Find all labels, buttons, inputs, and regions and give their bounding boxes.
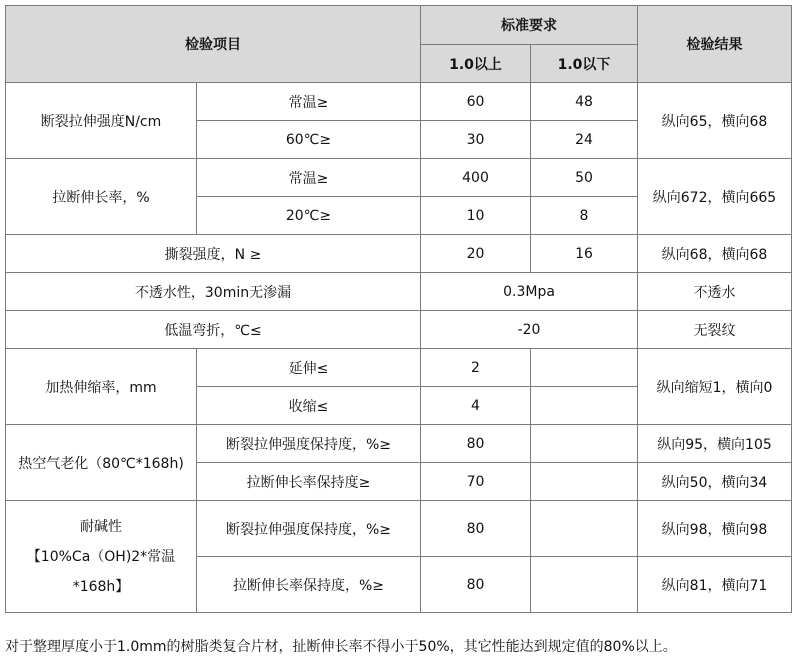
cell-value: 60	[421, 83, 531, 121]
cell-result: 纵向95，横向105	[638, 425, 792, 463]
row-condition: 断裂拉伸强度保持度，%≥	[197, 425, 421, 463]
cell-value: 4	[421, 387, 531, 425]
row-condition: 延伸≤	[197, 349, 421, 387]
row-label-line: 耐碱性	[80, 518, 122, 535]
cell-empty	[531, 501, 638, 557]
row-label: 断裂拉伸强度N/cm	[6, 83, 197, 159]
row-condition: 常温≥	[197, 159, 421, 197]
spec-table	[5, 5, 792, 613]
row-label: 低温弯折，℃≤	[6, 311, 421, 349]
footnote: 对于整理厚度小于1.0mm的树脂类复合片材，扯断伸长率不得小于50%，其它性能达到规定值的80%以上。	[5, 639, 677, 655]
cell-value: 400	[421, 159, 531, 197]
cell-value: 2	[421, 349, 531, 387]
cell-result: 纵向65，横向68	[638, 83, 792, 159]
row-label	[6, 501, 197, 613]
table-row	[6, 83, 792, 121]
cell-value: 8	[531, 197, 638, 235]
row-label: 撕裂强度，N ≥	[6, 235, 421, 273]
row-label-line: 【10%Ca（OH)2*常温	[26, 548, 176, 565]
cell-result: 纵向81，横向71	[638, 557, 792, 613]
header-std-a: 1.0以上	[421, 45, 531, 83]
cell-empty	[531, 463, 638, 501]
row-condition: 断裂拉伸强度保持度，%≥	[197, 501, 421, 557]
row-label: 拉断伸长率，%	[6, 159, 197, 235]
row-condition: 拉断伸长率保持度≥	[197, 463, 421, 501]
row-condition: 60℃≥	[197, 121, 421, 159]
row-condition: 20℃≥	[197, 197, 421, 235]
row-label-line: *168h】	[72, 578, 130, 595]
row-condition: 常温≥	[197, 83, 421, 121]
cell-result: 纵向672，横向665	[638, 159, 792, 235]
header-result: 检验结果	[638, 6, 792, 83]
cell-result: 纵向68，横向68	[638, 235, 792, 273]
row-label: 加热伸缩率，mm	[6, 349, 197, 425]
cell-empty	[531, 387, 638, 425]
cell-value: 16	[531, 235, 638, 273]
cell-value: 50	[531, 159, 638, 197]
cell-empty	[531, 349, 638, 387]
cell-empty	[531, 425, 638, 463]
row-condition: 拉断伸长率保持度，%≥	[197, 557, 421, 613]
header-standard: 标准要求	[421, 6, 638, 45]
cell-value: 80	[421, 557, 531, 613]
header-std-b: 1.0以下	[531, 45, 638, 83]
cell-value: 70	[421, 463, 531, 501]
cell-value: 48	[531, 83, 638, 121]
cell-empty	[531, 557, 638, 613]
table-row	[6, 311, 792, 349]
table-row	[6, 273, 792, 311]
row-label: 不透水性，30min无渗漏	[6, 273, 421, 311]
table-row	[6, 349, 792, 387]
table-row	[6, 159, 792, 197]
cell-result: 纵向98，横向98	[638, 501, 792, 557]
cell-value: 80	[421, 425, 531, 463]
cell-value: 80	[421, 501, 531, 557]
cell-value: 20	[421, 235, 531, 273]
cell-result: 无裂纹	[638, 311, 792, 349]
row-label: 热空气老化（80℃*168h)	[6, 425, 197, 501]
table-row	[6, 425, 792, 463]
cell-value: 24	[531, 121, 638, 159]
header-item: 检验项目	[6, 6, 421, 83]
row-condition: 收缩≤	[197, 387, 421, 425]
cell-result: 纵向缩短1，横向0	[638, 349, 792, 425]
cell-value: -20	[421, 311, 638, 349]
cell-result: 纵向50，横向34	[638, 463, 792, 501]
table-row	[6, 501, 792, 557]
header-row	[6, 6, 792, 45]
cell-value: 30	[421, 121, 531, 159]
cell-value: 0.3Mpa	[421, 273, 638, 311]
table-row	[6, 235, 792, 273]
cell-result: 不透水	[638, 273, 792, 311]
cell-value: 10	[421, 197, 531, 235]
